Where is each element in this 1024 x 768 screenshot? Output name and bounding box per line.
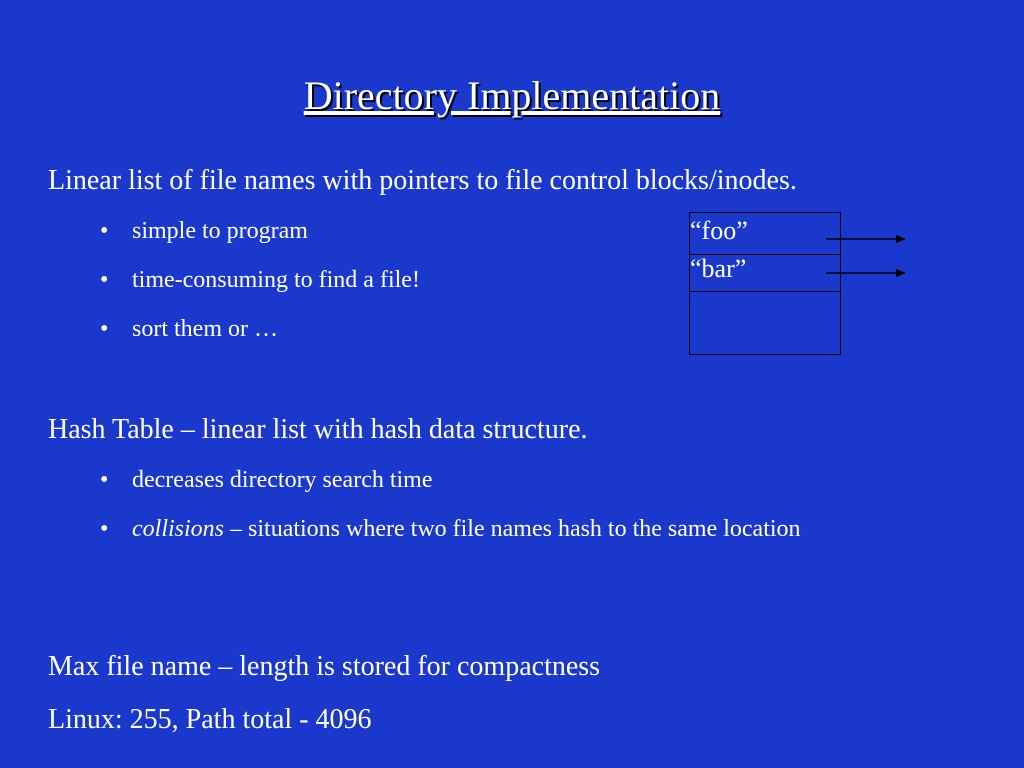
hash-table-heading: Hash Table – linear list with hash data structure. (48, 414, 588, 445)
pointer-arrow (826, 266, 908, 280)
directory-divider (689, 291, 841, 292)
linux-limits-line: Linux: 255, Path total - 4096 (48, 704, 372, 735)
directory-entry-bar: “bar” (690, 254, 747, 283)
bullet-text: simple to program (132, 218, 308, 244)
collisions-definition: – situations where two file names hash to the same location (224, 516, 801, 542)
max-file-name-line: Max file name – length is stored for compactness (48, 651, 601, 682)
linear-list-heading: Linear list of file names with pointers to file control blocks/inodes. (48, 165, 797, 196)
slide-title: Directory Implementation (303, 73, 721, 118)
bullet-dot: • (100, 467, 109, 493)
bullet-dot: • (100, 316, 109, 342)
bullet-text: decreases directory search time (132, 467, 433, 493)
bullet-text: time-consuming to find a file! (132, 267, 420, 293)
bullet-dot: • (100, 218, 109, 244)
directory-entry-foo: “foo” (690, 216, 748, 245)
bullet-dot: • (100, 516, 109, 542)
bullet-text: sort them or … (132, 316, 278, 342)
pointer-arrow (826, 232, 908, 246)
bullet-text (132, 511, 912, 547)
collisions-term: collisions (132, 516, 225, 542)
bullet-dot: • (100, 267, 109, 293)
